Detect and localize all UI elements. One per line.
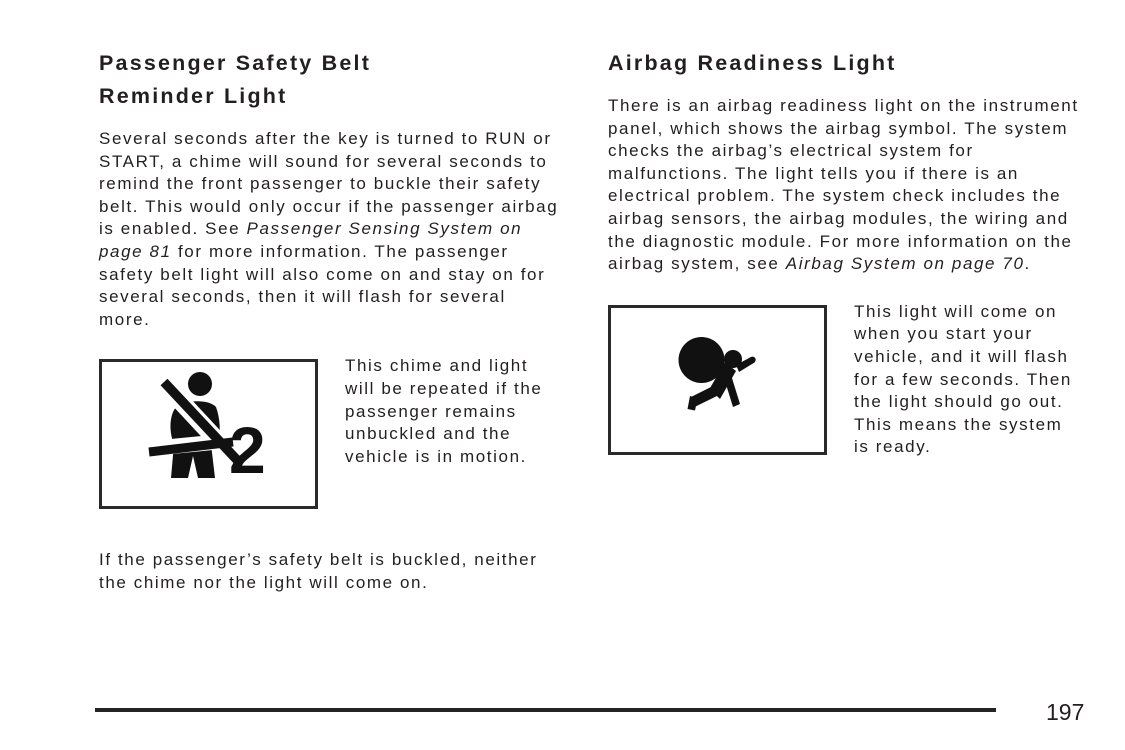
text-run: . (1024, 254, 1031, 274)
airbag-readiness-figure-box (608, 305, 827, 455)
passenger-belt-paragraph (99, 128, 562, 331)
heading-passenger-safety-belt-reminder-light (99, 47, 562, 113)
text-run: for more information. The passenger safety belt light will also come on and stay on for several seconds, then it will flash for several more. (99, 241, 546, 329)
text-run: There is an airbag readiness light on the instrument panel, which shows the airbag symbol. The system checks the airbag’s electrical system for malfunctions. The light tells you if there is an electrical problem. The system check includes the airbag sensors, the airbag modules, the wiring and the diagnostic module. For more information on the airbag system, see (608, 96, 1079, 274)
cross-reference-passenger-sensing-system: Passenger Sensing System on page 81 (99, 219, 523, 261)
page-number: 197 (1046, 699, 1085, 725)
passenger-belt-closing-paragraph: If the passenger’s safety belt is buckled, neither the chime nor the light will come on. (99, 550, 538, 592)
airbag-readiness-paragraph (608, 95, 1086, 276)
airbag-readiness-icon (678, 337, 756, 412)
seatbelt-figure-row (99, 356, 562, 509)
right-column (608, 47, 1086, 459)
text-run: Several seconds after the key is turned to RUN or START, a chime will sound for several seconds to remind the front passenger to buckle their safety belt. This would only occur if the passenger airbag is enabled. See (99, 129, 559, 239)
left-column (99, 47, 562, 595)
footer-rule (95, 708, 996, 712)
heading-line-1: Passenger Safety Belt (99, 51, 372, 75)
seatbelt-reminder-figure-box (99, 359, 318, 509)
figure-number-label: 2 (229, 413, 266, 488)
airbag-figure-row (608, 301, 1086, 459)
airbag-figure-caption: This light will come on when you start your vehicle, and it will flash for a few seconds. Then the light should go out. This means the system is ready. (854, 301, 1072, 457)
heading-airbag-readiness-light (608, 47, 1086, 80)
seatbelt-figure-caption: This chime and light will be repeated if the passenger remains unbuckled and the vehicle is in motion. (345, 356, 543, 466)
cross-reference-airbag-system: Airbag System on page 70 (785, 254, 1025, 274)
heading-line-2: Reminder Light (99, 84, 288, 108)
heading-line-1: Airbag Readiness Light (608, 51, 897, 75)
